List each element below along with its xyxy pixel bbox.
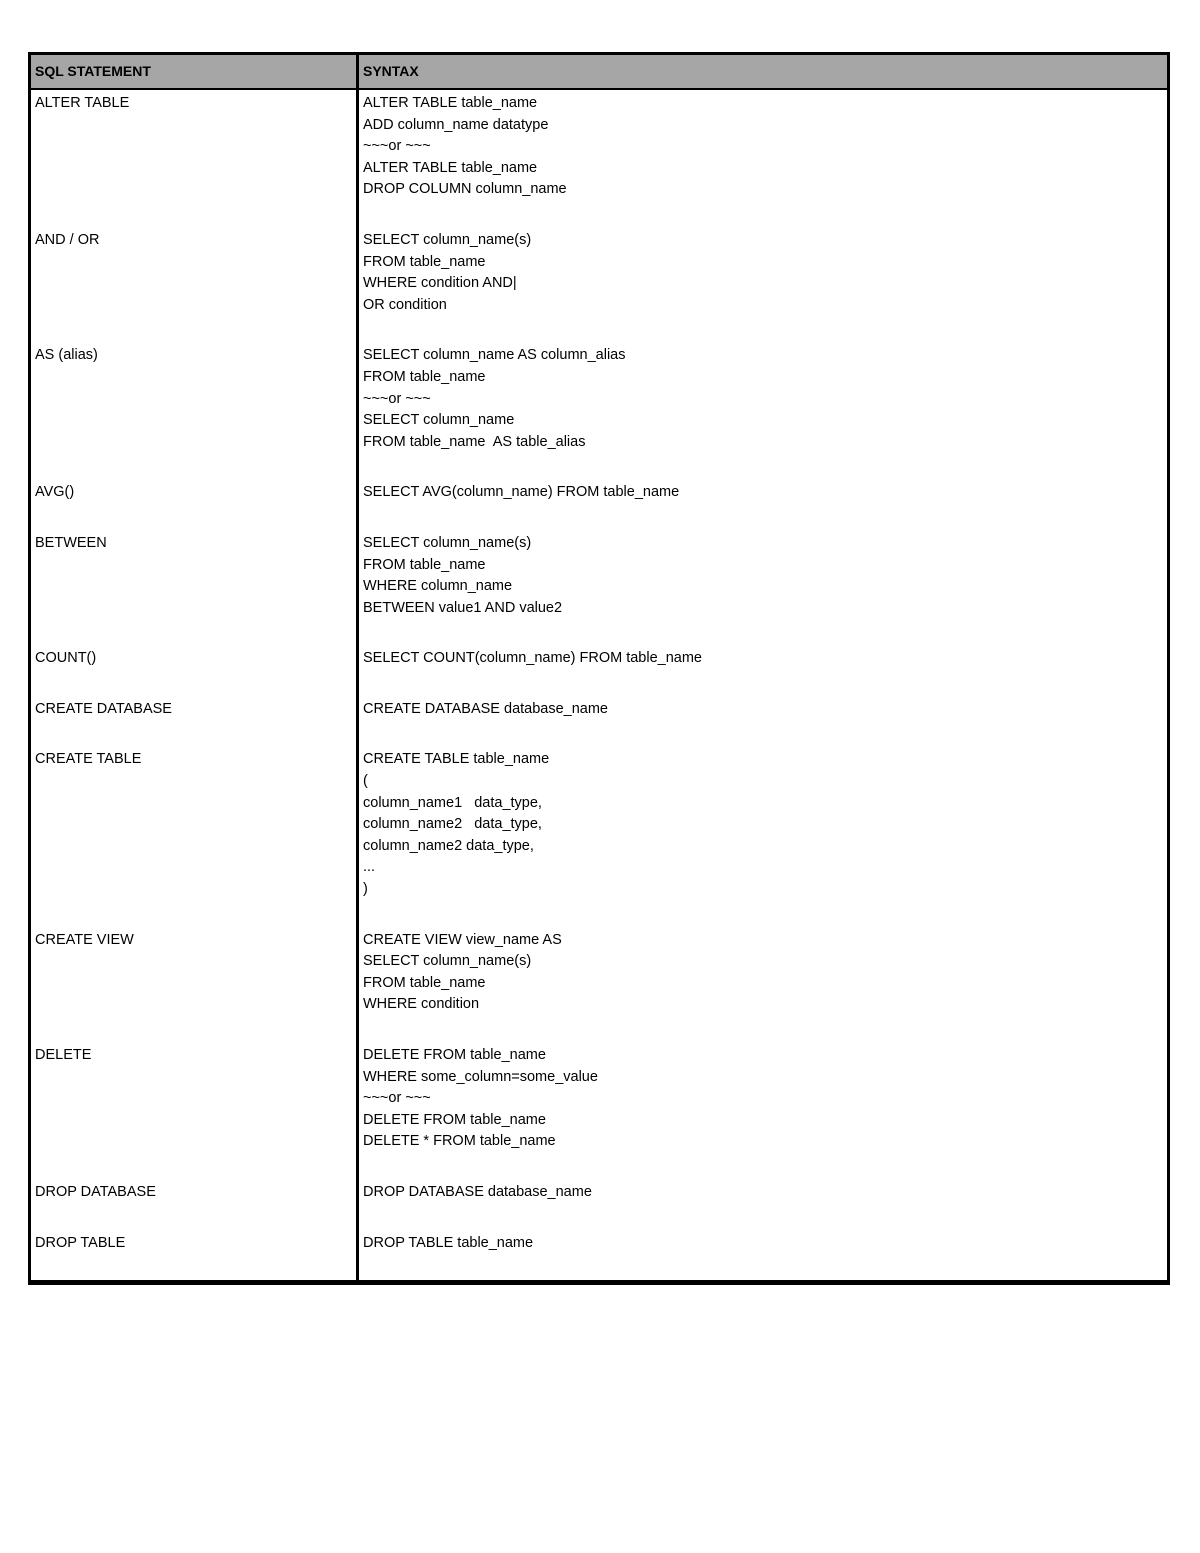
table-row <box>31 1179 1167 1230</box>
table-row <box>31 530 1167 645</box>
statement-cell: CREATE DATABASE <box>31 696 359 747</box>
syntax-cell: CREATE DATABASE database_name <box>363 700 608 717</box>
sql-reference-table <box>28 52 1170 1285</box>
statement-cell: DROP TABLE <box>31 1230 359 1281</box>
statement-cell: DROP DATABASE <box>31 1179 359 1230</box>
syntax-cell: ALTER TABLE table_name ADD column_name datatype ~~~or ~~~ ALTER TABLE table_name DROP COLUMN column_name <box>363 95 567 198</box>
syntax-cell: SELECT column_name(s) FROM table_name WHERE column_name BETWEEN value1 AND value2 <box>363 534 563 616</box>
statement-cell: AND / OR <box>31 227 359 342</box>
statement-cell: AVG() <box>31 479 359 530</box>
syntax-cell: CREATE TABLE table_name ( column_name1 data_type, column_name2 data_type, column_name2 data_type, ... ) <box>363 751 550 898</box>
header-syntax: SYNTAX <box>363 63 419 79</box>
syntax-cell: SELECT COUNT(column_name) FROM table_name <box>363 650 702 667</box>
syntax-cell: DROP TABLE table_name <box>363 1234 534 1251</box>
statement-cell: CREATE VIEW <box>31 927 359 1042</box>
syntax-cell: SELECT column_name AS column_alias FROM table_name ~~~or ~~~ SELECT column_name FROM table_name AS table_alias <box>363 347 626 450</box>
table-row <box>31 746 1167 926</box>
syntax-cell: CREATE VIEW view_name AS SELECT column_name(s) FROM table_name WHERE condition <box>363 931 562 1013</box>
syntax-cell: SELECT AVG(column_name) FROM table_name <box>363 484 680 501</box>
syntax-cell: DELETE FROM table_name WHERE some_column=some_value ~~~or ~~~ DELETE FROM table_name DELETE * FROM table_name <box>363 1047 598 1150</box>
table-row <box>31 342 1167 479</box>
table-row <box>31 1042 1167 1179</box>
table-header-row <box>31 55 1167 90</box>
statement-cell: AS (alias) <box>31 342 359 479</box>
table-row <box>31 1230 1167 1281</box>
statement-cell: DELETE <box>31 1042 359 1179</box>
statement-cell: BETWEEN <box>31 530 359 645</box>
table-row <box>31 90 1167 227</box>
statement-cell: ALTER TABLE <box>31 90 359 227</box>
statement-cell: COUNT() <box>31 645 359 696</box>
header-sql-statement: SQL STATEMENT <box>31 55 359 88</box>
syntax-cell: DROP DATABASE database_name <box>363 1183 592 1200</box>
table-row <box>31 479 1167 530</box>
table-row <box>31 645 1167 696</box>
table-row <box>31 927 1167 1042</box>
table-row <box>31 696 1167 747</box>
table-row <box>31 227 1167 342</box>
syntax-cell: SELECT column_name(s) FROM table_name WHERE condition AND| OR condition <box>363 231 532 313</box>
statement-cell: CREATE TABLE <box>31 746 359 926</box>
